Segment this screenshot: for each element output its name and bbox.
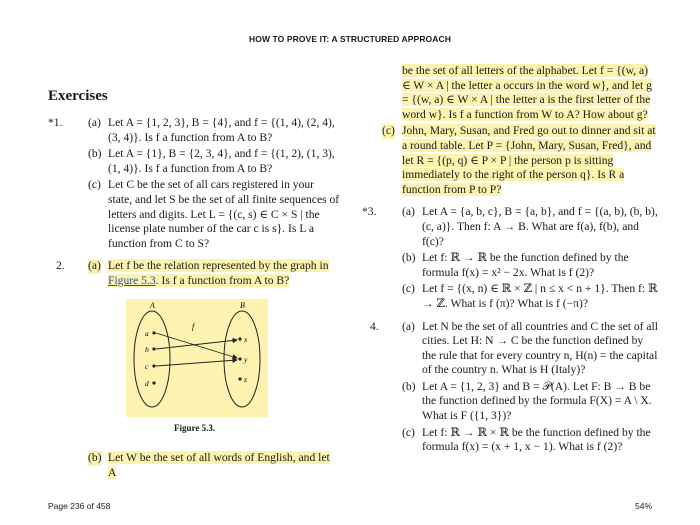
exercise-text: Let N be the set of all countries and C the set of all cities. Let H: N → C be the function defined by the rule that for every country n, H(n) = the capital of the country n. What is H (Italy)?	[422, 319, 658, 377]
exercise-2b	[48, 451, 340, 480]
exercise-text: Let C be the set of all cars registered in your state, and let S be the set of all finite sequences of letters and digits. Let L = {(c, s) ∈ C × S | the license plate number of the car c is s}. Is L a function from C to S?	[108, 178, 340, 250]
exercise-4a: (a) Let N be the set of all countries and C the set of all cities. Let H: N → C be the function defined by the rule that for every country n, H(n) = the capital of the country n. What is H (Italy)?	[402, 319, 658, 377]
exercise-4c-wrap	[362, 426, 658, 455]
exercise-2b-continued	[362, 64, 658, 122]
exercise-number: *3.	[362, 205, 377, 219]
relation-label: f	[192, 321, 195, 331]
exercise-number: 4.	[370, 319, 379, 333]
highlighted-text: be the set of all letters of the alphabet. Let f = {(w, a) ∈ W × A | the letter a occurs in the word w}, and let g = {(w, a) ∈ W × A | the letter a is the first letter of the word w}. Is f a function from W to A? How about g?	[402, 64, 652, 121]
set-a-ellipse	[134, 311, 170, 407]
exercise-2	[48, 259, 340, 288]
figure-link[interactable]: Figure 5.3	[108, 273, 156, 287]
element-d: d	[145, 378, 149, 388]
exercise-2b-part: (b) Let W be the set of all words of English, and let A	[88, 451, 330, 479]
page-indicator: Page 236 of 458	[48, 501, 111, 511]
running-head: HOW TO PROVE IT: A STRUCTURED APPROACH	[249, 34, 451, 44]
set-b-label: B	[240, 300, 245, 310]
exercise-1c: (c) Let C be the set of all cars registered in your state, and let S be the set of all finite sequences of letters and digits. Let L = {(c, s) ∈ C × S | the license plate number of the car c is s}. Is L a function from C to S?	[88, 178, 340, 250]
exercise-text: Let f: ℝ → ℝ × ℝ be the function defined by the formula f(x) = (x + 1, x − 1). What is f (2)?	[422, 425, 651, 454]
exercise-text: Let A = {1, 2, 3} and B = 𝒫(A). Let F: B → B be the function defined by the formula F(X) = A \ X. What is F ({1, 3})?	[422, 379, 652, 423]
exercise-4	[362, 320, 658, 378]
exercise-text: Let A = {1}, B = {2, 3, 4}, and f = {(1, 2), (1, 3), (1, 4)}. Is f a function from A to B?	[108, 147, 335, 175]
exercise-1	[48, 116, 340, 145]
figure-caption: Figure 5.3.	[174, 422, 216, 433]
highlighted-text: John, Mary, Susan, and Fred go out to dinner and sit at a round table. Let P = {John, Mary, Susan, Fred}, and let R = {(p, q) ∈ P × P | the person p is sitting immediately to the right of the person q}. Is R a function from P to P?	[402, 124, 656, 196]
exercise-2c-part: (c) John, Mary, Susan, and Fred go out to dinner and sit at a round table. Let P = {John, Mary, Susan, Fred}, and let R = {(p, q) ∈ P × P | the person p is sitting immediately to the right of the person q}. Is R a function from P to P?	[382, 124, 656, 196]
set-b-ellipse	[224, 311, 260, 407]
left-column	[48, 86, 340, 482]
exercise-1b-wrap	[48, 147, 340, 176]
exercise-2c	[362, 124, 658, 197]
section-title: Exercises	[48, 88, 108, 104]
reading-progress: 54%	[634, 501, 652, 511]
element-z: z	[244, 374, 247, 384]
exercise-2a: (a) Let f be the relation represented by the graph in Figure 5.3. Is f a function from A to B?	[88, 259, 329, 287]
exercise-4b-wrap	[362, 380, 658, 424]
element-x: x	[244, 334, 248, 344]
exercise-text: Let A = {1, 2, 3}, B = {4}, and f = {(1, 4), (2, 4), (3, 4)}. Is f a function from A to B?	[108, 116, 335, 144]
highlighted-text: Let f be the relation represented by the graph in Figure 5.3. Is f a function from A to B?	[108, 259, 329, 287]
figure-5-3	[126, 299, 268, 417]
element-a: a	[145, 328, 149, 338]
exercise-4c: (c) Let f: ℝ → ℝ × ℝ be the function defined by the formula f(x) = (x + 1, x − 1). What is f (2)?	[402, 425, 651, 454]
element-b: b	[145, 344, 149, 354]
element-y: y	[244, 354, 248, 364]
exercise-3c-wrap	[362, 282, 658, 311]
exercise-number: 2.	[56, 259, 65, 273]
exercise-3b-wrap	[362, 251, 658, 280]
exercise-text: Let f = {(x, n) ∈ ℝ × ℤ | n ≤ x < n + 1}. Then f: ℝ → ℤ. What is f (π)? What is f (−π)?	[422, 282, 658, 310]
exercise-1c-wrap	[48, 178, 340, 251]
exercise-1a: (a) Let A = {1, 2, 3}, B = {4}, and f = {(1, 4), (2, 4), (3, 4)}. Is f a function from A to B?	[88, 116, 335, 144]
exercise-4b: (b) Let A = {1, 2, 3} and B = 𝒫(A). Let F: B → B be the function defined by the formula F(X) = A \ X. What is F ({1, 3})?	[402, 379, 652, 423]
exercise-1b: (b) Let A = {1}, B = {2, 3, 4}, and f = {(1, 2), (1, 3), (1, 4)}. Is f a function from A to B?	[88, 147, 335, 175]
exercise-text: Let A = {a, b, c}, B = {a, b}, and f = {(a, b), (b, b), (c, a)}. Then f: A → B. What are f(a), f(b), and f(c)?	[422, 205, 658, 248]
exercise-text: Let f: ℝ → ℝ be the function defined by the formula f(x) = x² − 2x. What is f (2)?	[422, 251, 629, 279]
exercise-3c: (c) Let f = {(x, n) ∈ ℝ × ℤ | n ≤ x < n + 1}. Then f: ℝ → ℤ. What is f (π)? What is f (−π)?	[402, 282, 658, 310]
exercise-3b: (b) Let f: ℝ → ℝ be the function defined by the formula f(x) = x² − 2x. What is f (2)?	[402, 251, 629, 279]
exercise-3a: (a) Let A = {a, b, c}, B = {a, b}, and f = {(a, b), (b, b), (c, a)}. Then f: A → B. What are f(a), f(b), and f(c)?	[402, 205, 658, 248]
exercise-number: *1.	[48, 116, 63, 129]
highlighted-text: Let W be the set of all words of English, and let A	[108, 451, 330, 479]
element-c: c	[145, 361, 149, 371]
right-column	[362, 64, 658, 457]
exercise-3	[362, 205, 658, 249]
set-a-label: A	[150, 300, 155, 310]
relation-diagram	[126, 299, 268, 417]
